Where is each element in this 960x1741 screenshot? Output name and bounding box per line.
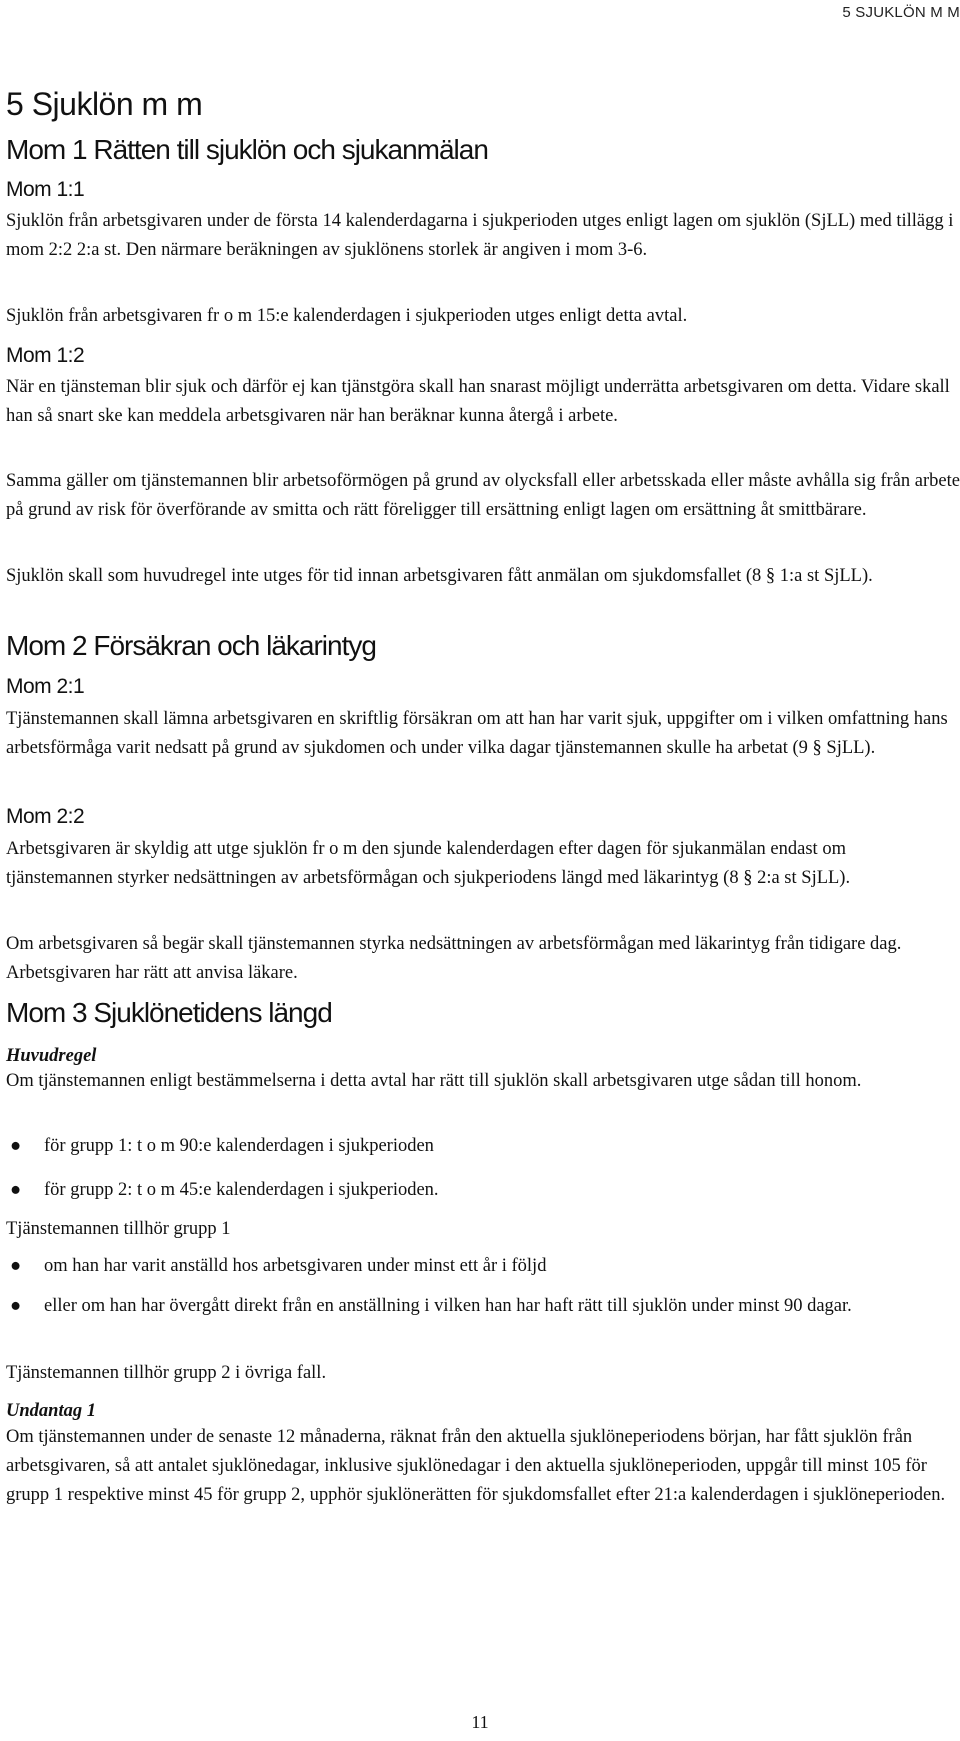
- paragraph: Tjänstemannen tillhör grupp 1: [6, 1219, 231, 1239]
- rule-heading: Huvudregel: [6, 1046, 97, 1066]
- bullet-icon: ●: [10, 1256, 22, 1276]
- paragraph: Sjuklön skall som huvudregel inte utges för tid innan arbetsgivaren fått anmälan om sjukdomsfallet (8 § 1:a st SjLL).: [6, 566, 873, 586]
- paragraph: Sjuklön från arbetsgivaren fr o m 15:e kalenderdagen i sjukperioden utges enligt detta avtal.: [6, 306, 688, 326]
- subsection-heading-mom1-1: Mom 1:1: [6, 178, 85, 201]
- section-heading-mom3: Mom 3 Sjuklönetidens längd: [6, 997, 332, 1028]
- subsection-heading-mom1-2: Mom 1:2: [6, 344, 85, 367]
- bullet-icon: ●: [10, 1136, 22, 1156]
- paragraph: Arbetsgivaren är skyldig att utge sjuklön fr o m den sjunde kalenderdagen efter dagen för sjukanmälan endast om tjänstemannen styrker nedsättningen av arbetsförmågan och sjukperiodens längd med läkarintyg (8 § 2:a st SjLL).: [6, 839, 851, 888]
- paragraph: Sjuklön från arbetsgivaren under de första 14 kalenderdagarna i sjukperioden utges enligt lagen om sjuklön (SjLL) med tillägg i mom 2:2 2:a st. Den närmare beräkningen av sjuklönens storlek är angiven i mom 3-6.: [6, 211, 954, 260]
- subsection-heading-mom2-1: Mom 2:1: [6, 675, 85, 698]
- bullet-icon: ●: [10, 1296, 22, 1316]
- paragraph: Om arbetsgivaren så begär skall tjänstemannen styrka nedsättningen av arbetsförmågan med läkarintyg från tidigare dag. Arbetsgivaren har rätt att anvisa läkare.: [6, 934, 902, 983]
- paragraph: Tjänstemannen skall lämna arbetsgivaren en skriftlig försäkran om att han har varit sjuk, uppgifter om i vilken omfattning hans arbetsförmåga varit nedsatt på grund av sjukdomen och under vilka dagar tjänstemannen skulle ha arbetat (9 § SjLL).: [6, 709, 948, 758]
- bullet-icon: ●: [10, 1180, 22, 1200]
- section-heading-mom1: Mom 1 Rätten till sjuklön och sjukanmälan: [6, 134, 488, 165]
- running-header: 5 SJUKLÖN M M: [842, 4, 960, 21]
- paragraph: Om tjänstemannen under de senaste 12 månaderna, räknat från den aktuella sjuklöneperiodens början, har fått sjuklön från arbetsgivaren, så att antalet sjuklönedagar, inklusive sjuklönedagar i den aktuella sjuklöneperioden, uppgår till minst 105 för grupp 1 respektive minst 45 för grupp 2, upphör sjuklönerätten för sjukdomsfallet efter 21:a kalenderdagen i sjuklöneperioden.: [6, 1427, 946, 1505]
- paragraph: När en tjänsteman blir sjuk och därför ej kan tjänstgöra skall han snarast möjligt underrätta arbetsgivaren om detta. Vidare skall han så snart ske kan meddela arbetsgivaren när han beräknar kunna återgå i arbete.: [6, 377, 950, 426]
- paragraph: Tjänstemannen tillhör grupp 2 i övriga fall.: [6, 1363, 327, 1383]
- page-title: 5 Sjuklön m m: [6, 86, 203, 122]
- paragraph: Samma gäller om tjänstemannen blir arbetsoförmögen på grund av olycksfall eller arbetsskada eller måste avhålla sig från arbete på grund av risk för överförande av smitta och rätt föreligger till ersättning enligt lagen om ersättning åt smittbärare.: [6, 471, 960, 520]
- subsection-heading-mom2-2: Mom 2:2: [6, 805, 85, 828]
- page-number: 11: [471, 1712, 489, 1732]
- section-heading-mom2: Mom 2 Försäkran och läkarintyg: [6, 630, 376, 661]
- paragraph: Om tjänstemannen enligt bestämmelserna i detta avtal har rätt till sjuklön skall arbetsgivaren utge sådan till honom.: [6, 1071, 862, 1091]
- exception-heading: Undantag 1: [6, 1401, 96, 1421]
